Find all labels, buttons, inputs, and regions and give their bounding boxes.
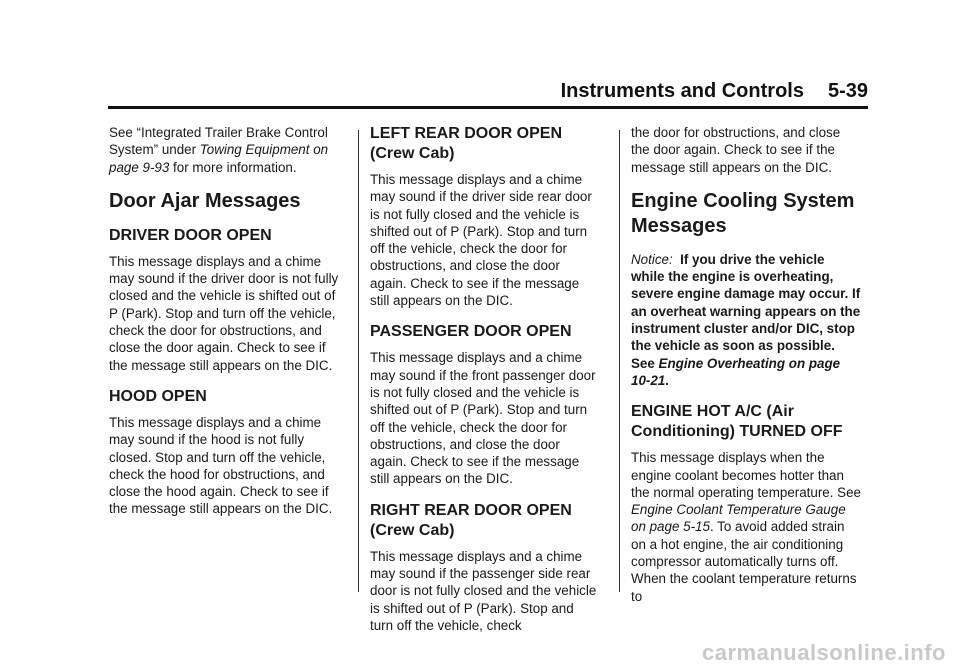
continued-paragraph: the door for obstructions, and close the door again. Check to see if the message still appears on the DIC. (631, 125, 841, 175)
notice-label: Notice: (631, 251, 673, 267)
hood-open-paragraph: This message displays and a chime may sound if the hood is not fully closed. Stop and turn off the vehicle, check the hood for obstructions, and close the hood again. Check to see if the message still appears on the DIC. (109, 414, 333, 517)
passenger-door-heading: PASSENGER DOOR OPEN (370, 323, 572, 341)
header-rule (108, 106, 868, 109)
section-title: Instruments and Controls (560, 80, 804, 102)
column-divider (619, 130, 620, 592)
driver-door-paragraph: This message displays and a chime may sound if the driver door is not fully closed and the vehicle is shifted out of P (Park). Stop and turn off the vehicle, check the door for obstructions, and close the door again. Check to see if the message still appears on the DIC. (109, 253, 339, 373)
right-rear-door-paragraph: This message displays and a chime may sound if the passenger side rear door is not fully closed and the vehicle is shifted out of P (Park). Stop and turn off the vehicle, check (370, 548, 597, 633)
intro-paragraph: See “Integrated Trailer Brake Control System” under Towing Equipment on page 9-93 for more information. (109, 125, 329, 175)
engine-overheating-link[interactable]: Engine Overheating on page 10-21 (631, 355, 841, 388)
engine-hot-paragraph: This message displays when the engine coolant becomes hotter than the normal operating temperature. See Engine Coolant Temperature Gauge on page 5-15. To avoid added strain on a hot engine, the air conditioning compressor automatically turns off. When the coolant temperature returns to (631, 450, 862, 604)
column-middle (370, 124, 600, 647)
notice-paragraph: Notice: If you drive the vehicle while the engine is overheating, severe engine damage may occur. If an overheat warning appears on the instrument cluster and/or DIC, stop the vehicle as soon as possible. See Engine Overheating on page 10-21. (631, 251, 861, 388)
right-rear-door-heading: RIGHT REAR DOOR OPEN (Crew Cab) (370, 501, 572, 539)
engine-hot-ac-heading: ENGINE HOT A/C (Air Conditioning) TURNED OFF (631, 403, 843, 441)
column-divider (358, 130, 359, 592)
column-left (109, 124, 339, 531)
engine-cooling-heading: Engine Cooling System Messages (631, 189, 855, 237)
door-ajar-heading: Door Ajar Messages (109, 189, 301, 212)
page-header (108, 80, 868, 103)
watermark: carmanualsonline.info (702, 640, 946, 665)
page-number: 5-39 (827, 80, 868, 102)
towing-equipment-link[interactable]: Towing Equipment on page 9-93 (109, 142, 329, 175)
coolant-gauge-link[interactable]: Engine Coolant Temperature Gauge on page 5-15 (631, 502, 846, 535)
left-rear-door-paragraph: This message displays and a chime may sound if the driver side rear door is not fully closed and the vehicle is shifted out of P (Park). Stop and turn off the vehicle, check the door for obstructions, and close the door again. Check to see if the message still appears on the DIC. (370, 172, 592, 309)
left-rear-door-heading: LEFT REAR DOOR OPEN (Crew Cab) (370, 125, 563, 162)
hood-open-heading: HOOD OPEN (109, 387, 207, 405)
driver-door-heading: DRIVER DOOR OPEN (109, 226, 272, 244)
passenger-door-paragraph: This message displays and a chime may sound if the front passenger door is not fully closed and the vehicle is shifted out of P (Park). Stop and turn off the vehicle, check the door for obstructions, and close the door again. Check to see if the message still appears on the DIC. (370, 350, 596, 487)
column-right (631, 124, 861, 618)
